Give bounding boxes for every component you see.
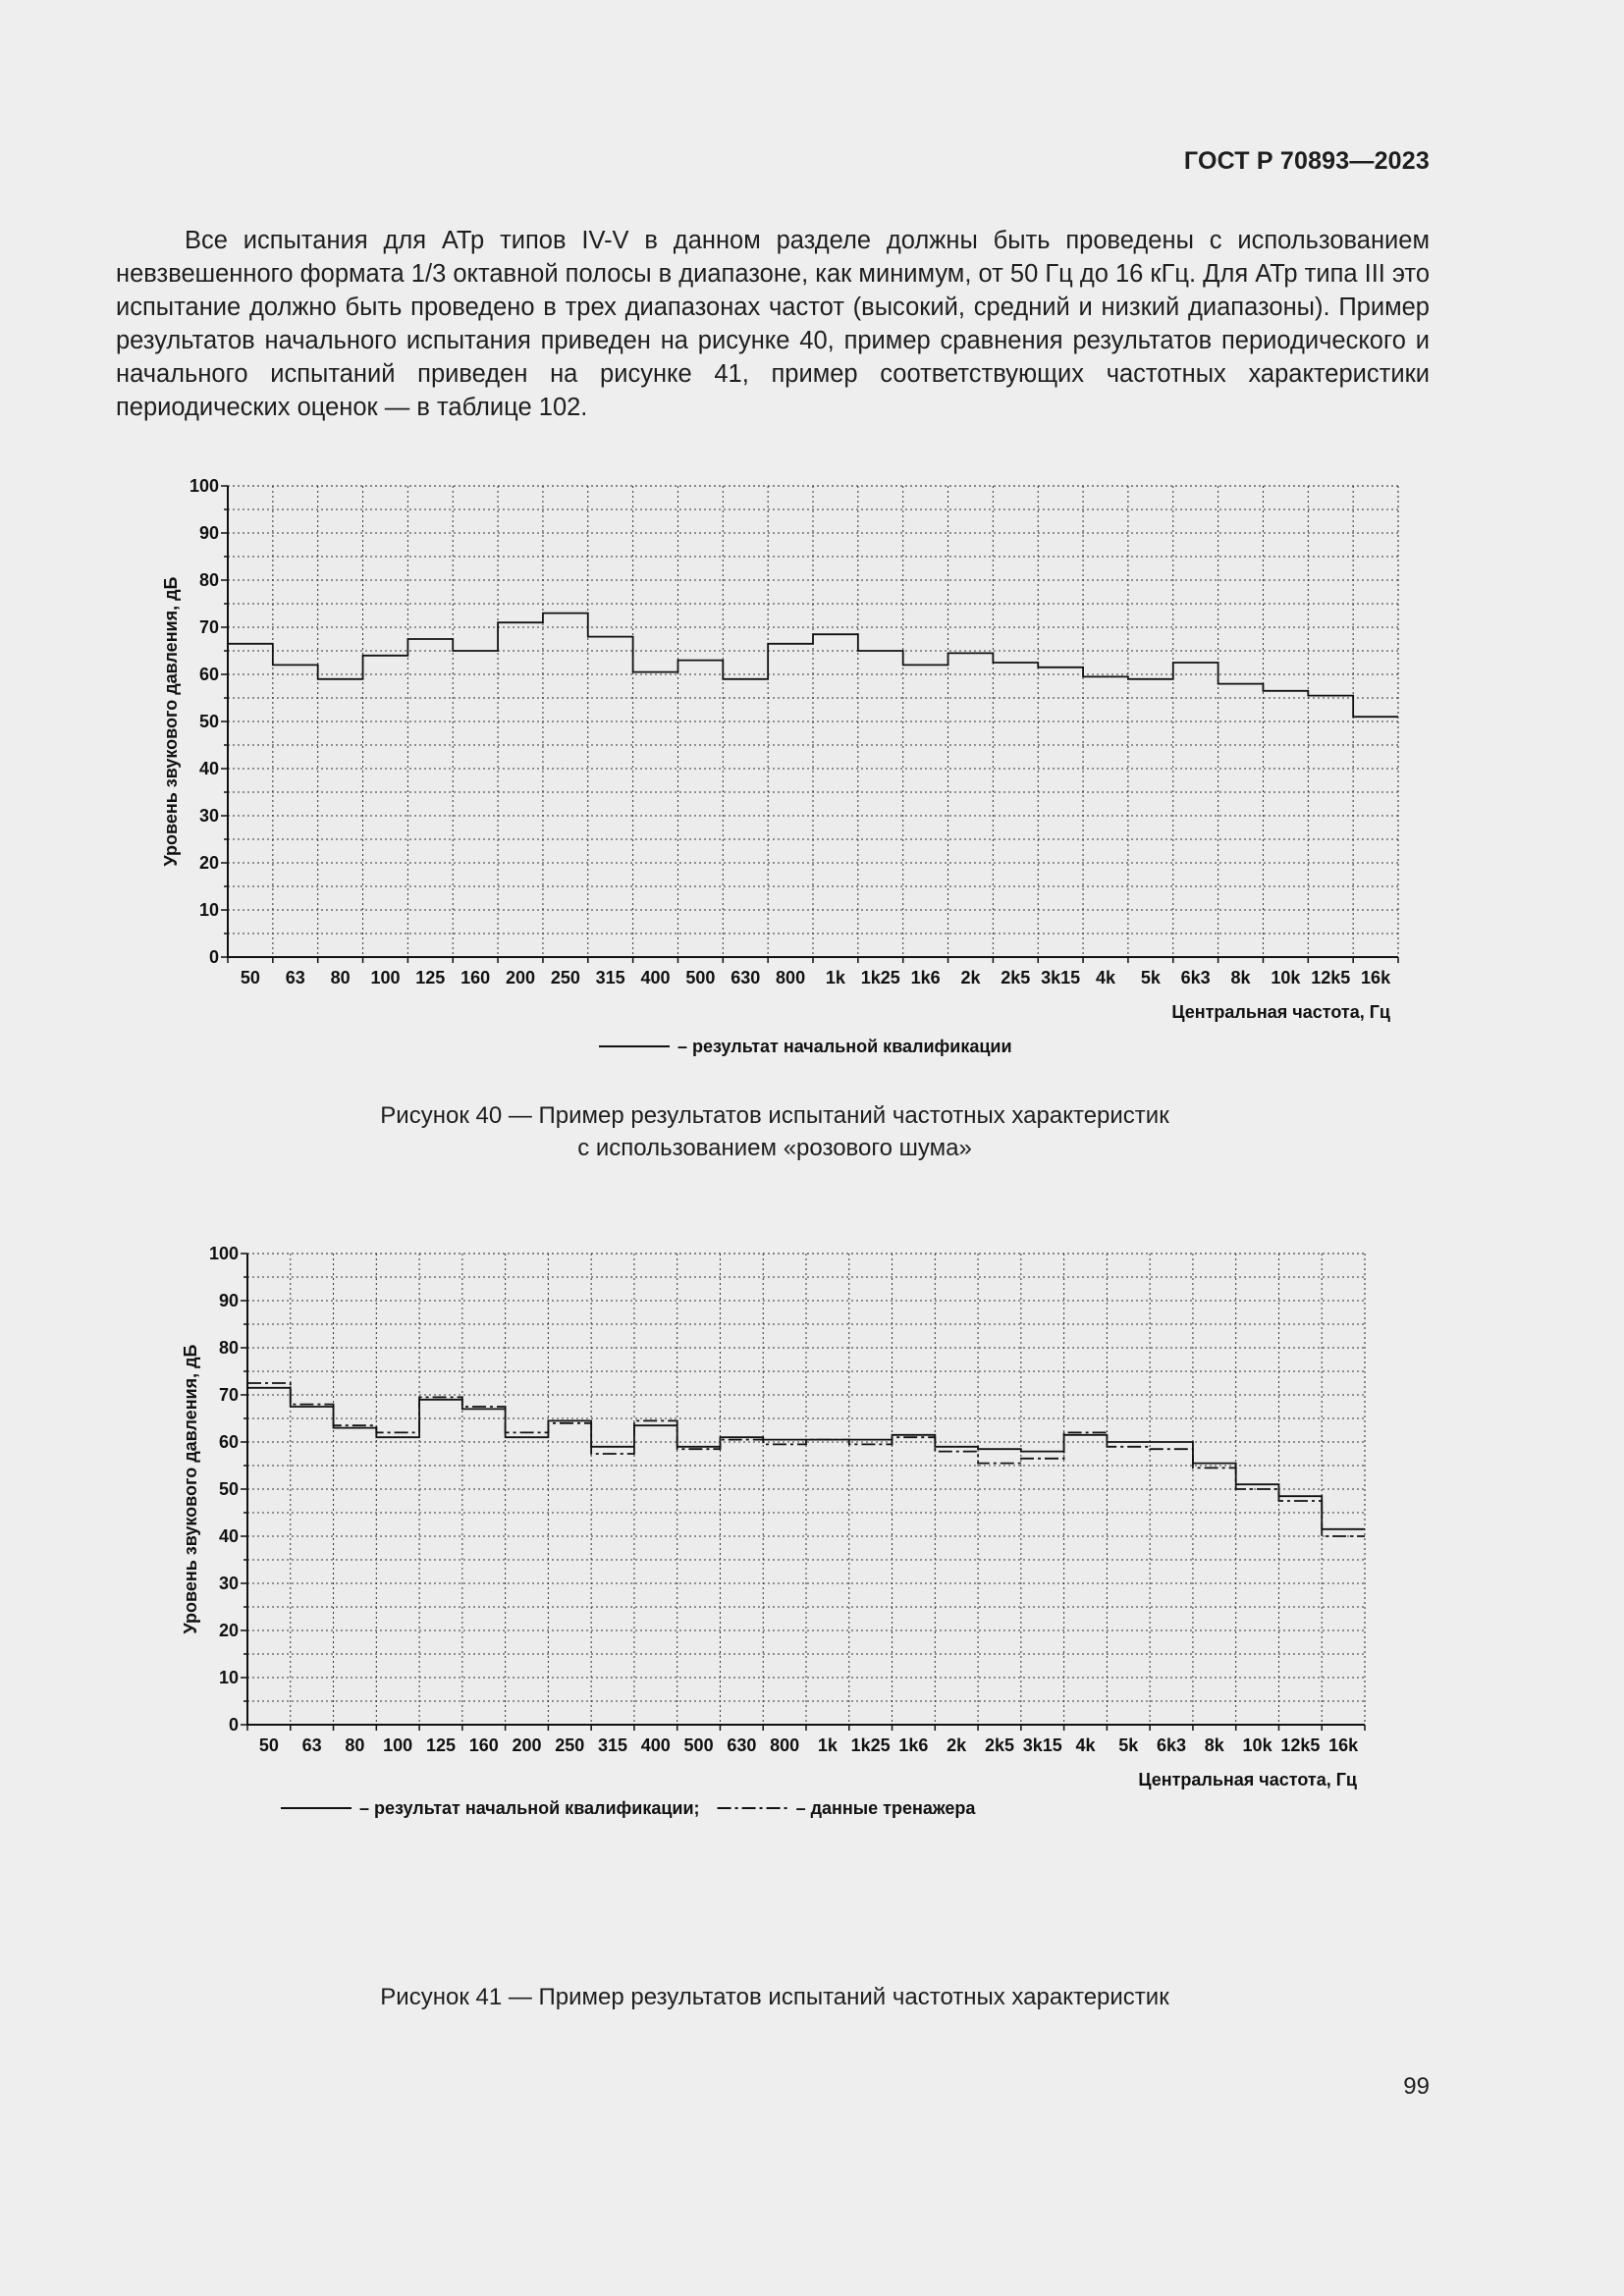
x-tick-label: 315 bbox=[598, 1735, 628, 1755]
y-tick-label: 80 bbox=[198, 570, 219, 590]
legend-label-1: – результат начальной квалификации; bbox=[359, 1798, 700, 1818]
x-tick-label: 6k3 bbox=[1180, 968, 1211, 988]
x-tick-label: 50 bbox=[240, 968, 260, 988]
x-tick-label: 500 bbox=[685, 968, 716, 988]
x-tick-label: 63 bbox=[301, 1735, 322, 1755]
x-tick-label: 2k bbox=[960, 968, 981, 988]
x-tick-label: 250 bbox=[550, 968, 580, 988]
legend-label-1: – результат начальной квалификации bbox=[677, 1037, 1012, 1056]
x-tick-label: 1k25 bbox=[850, 1735, 891, 1755]
y-tick-label: 70 bbox=[218, 1385, 239, 1405]
x-tick-label: 16k bbox=[1361, 968, 1391, 988]
x-tick-label: 500 bbox=[683, 1735, 714, 1755]
y-tick-label: 80 bbox=[218, 1338, 239, 1358]
x-tick-label: 4k bbox=[1075, 1735, 1096, 1755]
x-tick-label: 8k bbox=[1230, 968, 1251, 988]
y-axis-title: Уровень звукового давления, дБ bbox=[181, 1344, 200, 1634]
y-tick-label: 40 bbox=[198, 759, 219, 778]
x-tick-label: 2k5 bbox=[1001, 968, 1031, 988]
y-axis-title: Уровень звукового давления, дБ bbox=[161, 576, 181, 867]
x-tick-label: 315 bbox=[595, 968, 625, 988]
page-number: 99 bbox=[1403, 2073, 1430, 2100]
y-tick-label: 0 bbox=[228, 1715, 239, 1735]
x-tick-label: 3k15 bbox=[1022, 1735, 1062, 1755]
figure-40-chart bbox=[0, 461, 1624, 1056]
y-tick-label: 30 bbox=[198, 806, 219, 826]
figure-41-caption-line-1: Рисунок 41 — Пример результатов испытаний частотных характеристик bbox=[380, 1984, 1169, 2010]
x-tick-label: 2k bbox=[947, 1735, 967, 1755]
x-tick-label: 12k5 bbox=[1280, 1735, 1321, 1755]
x-tick-label: 400 bbox=[640, 1735, 671, 1755]
x-tick-label: 80 bbox=[330, 968, 351, 988]
x-tick-label: 250 bbox=[555, 1735, 585, 1755]
x-tick-label: 10k bbox=[1242, 1735, 1272, 1755]
x-tick-label: 16k bbox=[1328, 1735, 1359, 1755]
y-tick-label: 30 bbox=[218, 1574, 239, 1593]
figure-41-chart bbox=[0, 1229, 1624, 1818]
y-tick-label: 100 bbox=[189, 476, 219, 496]
legend-label-2: – данные тренажера bbox=[795, 1798, 976, 1818]
x-tick-label: 125 bbox=[415, 968, 446, 988]
x-tick-label: 10k bbox=[1271, 968, 1301, 988]
x-tick-label: 80 bbox=[345, 1735, 365, 1755]
x-tick-label: 5k bbox=[1140, 968, 1161, 988]
x-tick-label: 630 bbox=[731, 968, 761, 988]
x-tick-label: 5k bbox=[1118, 1735, 1139, 1755]
y-tick-label: 20 bbox=[198, 853, 219, 873]
x-tick-label: 1k6 bbox=[898, 1735, 929, 1755]
x-tick-label: 800 bbox=[770, 1735, 800, 1755]
y-tick-label: 90 bbox=[218, 1291, 239, 1310]
x-axis-title: Центральная частота, Гц bbox=[1138, 1770, 1357, 1789]
x-tick-label: 1k bbox=[817, 1735, 838, 1755]
x-tick-label: 400 bbox=[640, 968, 671, 988]
x-tick-label: 100 bbox=[383, 1735, 413, 1755]
x-tick-label: 2k5 bbox=[984, 1735, 1014, 1755]
y-tick-label: 10 bbox=[198, 900, 219, 920]
x-tick-label: 50 bbox=[258, 1735, 279, 1755]
x-tick-label: 12k5 bbox=[1311, 968, 1351, 988]
x-tick-label: 6k3 bbox=[1157, 1735, 1187, 1755]
x-axis-title: Центральная частота, Гц bbox=[1171, 1002, 1390, 1022]
x-tick-label: 1k bbox=[825, 968, 845, 988]
x-tick-label: 100 bbox=[370, 968, 401, 988]
y-tick-label: 60 bbox=[218, 1432, 239, 1452]
y-tick-label: 40 bbox=[218, 1526, 239, 1546]
y-tick-label: 60 bbox=[198, 665, 219, 684]
figure-40-caption bbox=[0, 1099, 1549, 1164]
x-tick-label: 63 bbox=[285, 968, 305, 988]
x-tick-label: 125 bbox=[425, 1735, 456, 1755]
x-tick-label: 3k15 bbox=[1041, 968, 1081, 988]
y-tick-label: 20 bbox=[218, 1621, 239, 1640]
x-tick-label: 200 bbox=[505, 968, 536, 988]
y-tick-label: 50 bbox=[198, 712, 219, 731]
y-tick-label: 100 bbox=[208, 1244, 239, 1263]
figure-40-caption-line-2: с использованием «розового шума» bbox=[577, 1135, 972, 1161]
x-tick-label: 200 bbox=[512, 1735, 542, 1755]
y-tick-label: 0 bbox=[208, 947, 219, 967]
x-tick-label: 4k bbox=[1095, 968, 1116, 988]
document-code: ГОСТ Р 70893—2023 bbox=[1183, 147, 1430, 175]
figure-40-caption-line-1: Рисунок 40 — Пример результатов испытаний частотных характеристик bbox=[380, 1102, 1169, 1129]
figure-41-caption bbox=[0, 1981, 1549, 2013]
body-paragraph-text: Все испытания для АТр типов IV-V в данном разделе должны быть проведены с использованием невзвешенного формата 1/3 октавной полосы в диапазоне, как минимум, от 50 Гц до 16 кГц. Для АТр типа III это испытание должно быть проведено в трех диапазонах частот (высокий, средний и низкий диапазоны). Пример результатов начального испытания приведен на рисунке 40, пример сравнения результатов периодического и начального испытаний приведен на рисунке 41, пример соответствующих частотных характеристики периодических оценок — в таблице 102. bbox=[116, 227, 1431, 421]
x-tick-label: 800 bbox=[776, 968, 806, 988]
x-tick-label: 160 bbox=[468, 1735, 499, 1755]
y-tick-label: 90 bbox=[198, 523, 219, 543]
x-tick-label: 1k6 bbox=[910, 968, 941, 988]
x-tick-label: 1k25 bbox=[860, 968, 900, 988]
x-tick-label: 160 bbox=[460, 968, 491, 988]
x-tick-label: 630 bbox=[727, 1735, 757, 1755]
body-paragraph bbox=[116, 224, 1430, 424]
y-tick-label: 10 bbox=[218, 1668, 239, 1687]
y-tick-label: 70 bbox=[198, 617, 219, 637]
y-tick-label: 50 bbox=[218, 1479, 239, 1499]
x-tick-label: 8k bbox=[1204, 1735, 1224, 1755]
